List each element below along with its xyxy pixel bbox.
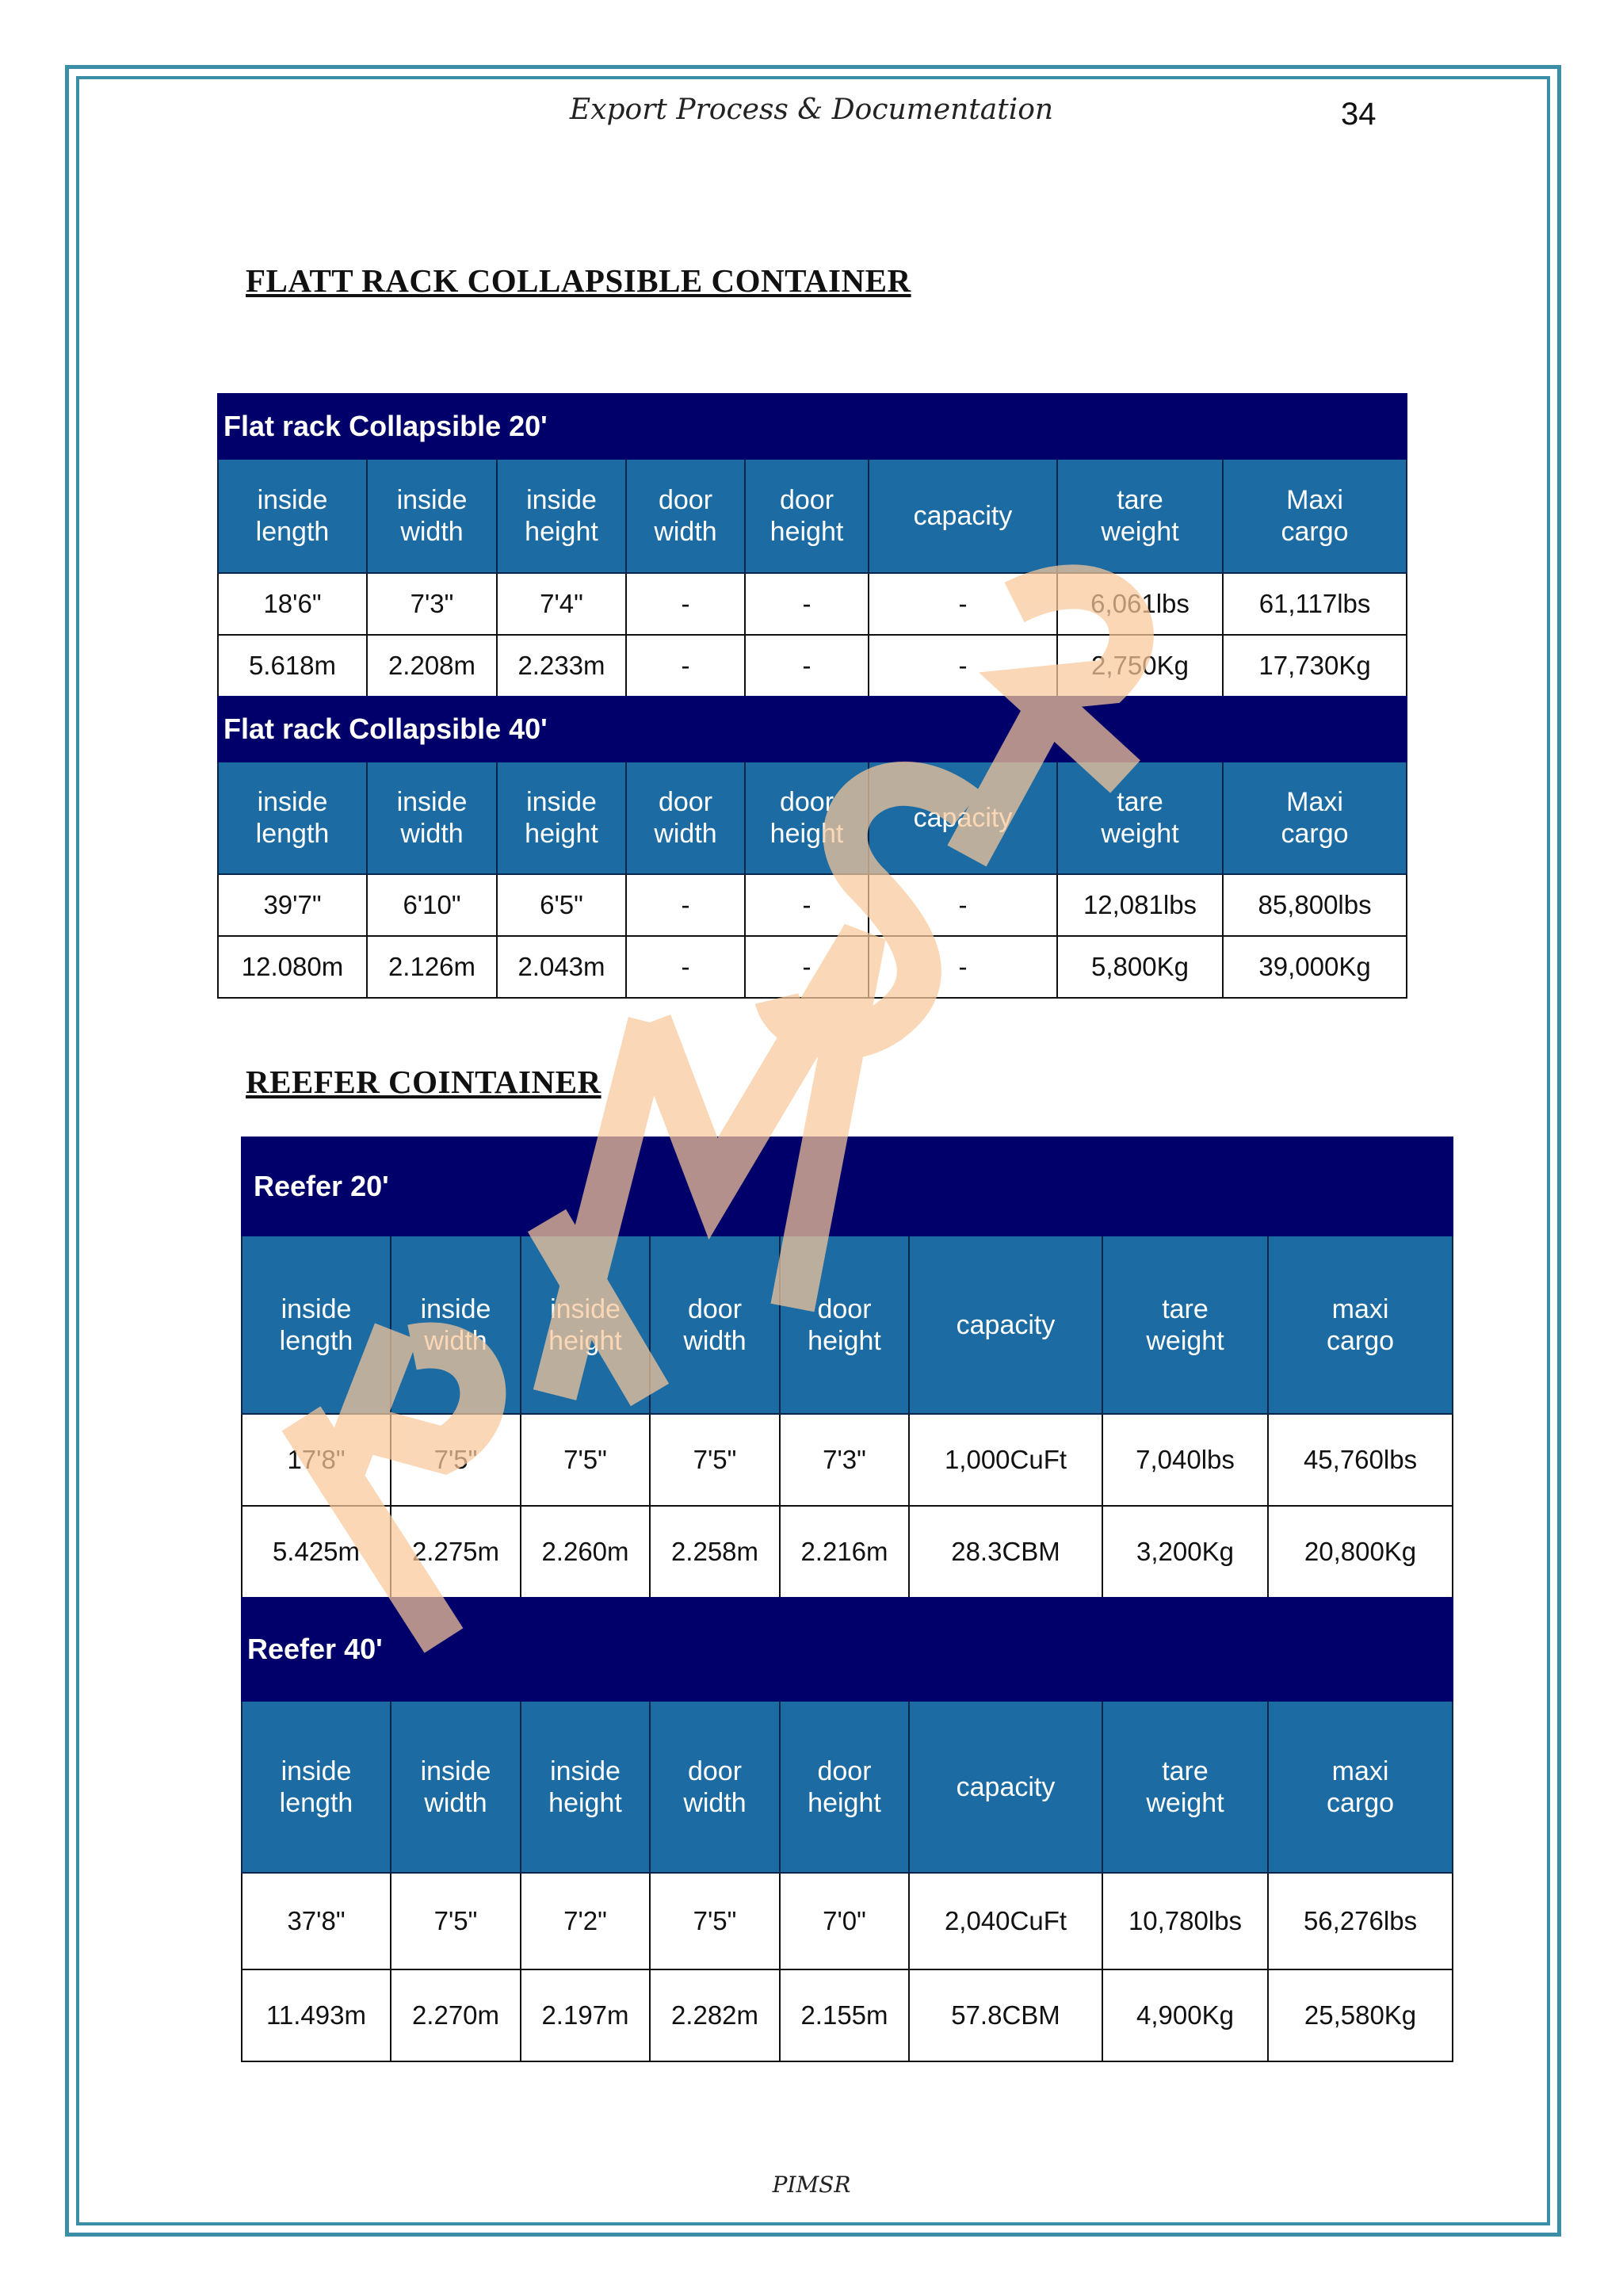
table-cell: -: [626, 635, 745, 697]
table-cell: -: [745, 936, 869, 998]
column-header: inside width: [367, 762, 497, 874]
table-row: [242, 1414, 1453, 1506]
table-cell: 10,780lbs: [1102, 1873, 1268, 1969]
table-cell: 7,040lbs: [1102, 1414, 1268, 1506]
table-cell: 7'2": [521, 1873, 650, 1969]
table-row: [242, 1506, 1453, 1598]
table-cell: 12,081lbs: [1057, 874, 1223, 936]
table-cell: 7'5": [391, 1414, 521, 1506]
table-cell: -: [626, 874, 745, 936]
column-header: tare weight: [1057, 762, 1223, 874]
column-header: inside width: [391, 1701, 521, 1873]
column-header: tare weight: [1102, 1236, 1268, 1414]
table-cell: 4,900Kg: [1102, 1969, 1268, 2061]
table-cell: 20,800Kg: [1268, 1506, 1453, 1598]
table-cell: 39'7": [218, 874, 367, 936]
table-cell: 5,800Kg: [1057, 936, 1223, 998]
page-number: 34: [1341, 97, 1377, 132]
table-cell: 28.3CBM: [909, 1506, 1102, 1598]
column-header: inside length: [218, 459, 367, 573]
column-header: door width: [626, 762, 745, 874]
table-cell: 7'5": [391, 1873, 521, 1969]
table-title: Reefer 40': [242, 1598, 1453, 1701]
table-cell: 6'5": [497, 874, 626, 936]
column-header: inside width: [391, 1236, 521, 1414]
table-cell: 2.270m: [391, 1969, 521, 2061]
column-header: inside length: [242, 1236, 391, 1414]
table-cell: 2,750Kg: [1057, 635, 1223, 697]
table-cell: 2.216m: [780, 1506, 909, 1598]
table-cell: -: [626, 573, 745, 635]
table-cell: 7'5": [650, 1414, 780, 1506]
table-cell: 2.197m: [521, 1969, 650, 2061]
table-cell: 11.493m: [242, 1969, 391, 2061]
column-header: door width: [650, 1701, 780, 1873]
table-cell: 7'4": [497, 573, 626, 635]
column-header: inside length: [242, 1701, 391, 1873]
table-cell: 5.425m: [242, 1506, 391, 1598]
table-cell: 25,580Kg: [1268, 1969, 1453, 2061]
reefer-20-table: [241, 1137, 1453, 1599]
column-header: door width: [626, 459, 745, 573]
table-row: [218, 936, 1407, 998]
reefer-40-table: [241, 1597, 1453, 2062]
table-title: Flat rack Collapsible 40': [218, 697, 1407, 762]
table-cell: -: [869, 936, 1057, 998]
table-cell: -: [745, 635, 869, 697]
table-cell: 61,117lbs: [1223, 573, 1407, 635]
table-cell: 6'10": [367, 874, 497, 936]
table-cell: 56,276lbs: [1268, 1873, 1453, 1969]
table-cell: 85,800lbs: [1223, 874, 1407, 936]
flat-rack-20-table: [217, 393, 1407, 697]
table-cell: 2.043m: [497, 936, 626, 998]
column-header: maxi cargo: [1268, 1701, 1453, 1873]
table-cell: 17'8": [242, 1414, 391, 1506]
column-header: door width: [650, 1236, 780, 1414]
column-header: door height: [745, 762, 869, 874]
table-row: [218, 573, 1407, 635]
column-header: Maxi cargo: [1223, 459, 1407, 573]
table-cell: 39,000Kg: [1223, 936, 1407, 998]
table-cell: 7'0": [780, 1873, 909, 1969]
table-cell: -: [745, 874, 869, 936]
page-footer: PIMSR: [772, 2172, 851, 2198]
table-cell: 2.155m: [780, 1969, 909, 2061]
column-header: tare weight: [1102, 1701, 1268, 1873]
table-cell: -: [745, 573, 869, 635]
table-cell: -: [869, 635, 1057, 697]
column-header: door height: [780, 1701, 909, 1873]
table-cell: 2.282m: [650, 1969, 780, 2061]
column-header: inside height: [521, 1701, 650, 1873]
table-cell: 37'8": [242, 1873, 391, 1969]
table-row: [218, 874, 1407, 936]
column-header: tare weight: [1057, 459, 1223, 573]
running-header: Export Process & Documentation: [569, 94, 1054, 126]
column-header: inside height: [497, 762, 626, 874]
table-cell: 12.080m: [218, 936, 367, 998]
column-header: inside height: [497, 459, 626, 573]
table-cell: -: [626, 936, 745, 998]
table-cell: 2.233m: [497, 635, 626, 697]
column-header: capacity: [869, 459, 1057, 573]
table-title: Reefer 20': [242, 1137, 1453, 1236]
table-cell: 45,760lbs: [1268, 1414, 1453, 1506]
table-cell: 5.618m: [218, 635, 367, 697]
table-cell: 2,040CuFt: [909, 1873, 1102, 1969]
flat-rack-40-table: [217, 696, 1407, 999]
table-cell: -: [869, 573, 1057, 635]
flat-rack-section-heading: FLATT RACK COLLAPSIBLE CONTAINER: [246, 262, 911, 299]
table-cell: 2.126m: [367, 936, 497, 998]
column-header: capacity: [909, 1701, 1102, 1873]
column-header: door height: [780, 1236, 909, 1414]
column-header: inside length: [218, 762, 367, 874]
column-header: capacity: [909, 1236, 1102, 1414]
table-cell: 7'3": [367, 573, 497, 635]
reefer-section-heading: REEFER COINTAINER: [246, 1064, 601, 1100]
table-cell: 2.260m: [521, 1506, 650, 1598]
column-header: capacity: [869, 762, 1057, 874]
table-row: [242, 1969, 1453, 2061]
table-cell: 57.8CBM: [909, 1969, 1102, 2061]
table-cell: 3,200Kg: [1102, 1506, 1268, 1598]
column-header: door height: [745, 459, 869, 573]
column-header: inside height: [521, 1236, 650, 1414]
table-row: [242, 1873, 1453, 1969]
table-cell: 2.208m: [367, 635, 497, 697]
table-cell: 18'6": [218, 573, 367, 635]
column-header: maxi cargo: [1268, 1236, 1453, 1414]
table-cell: -: [869, 874, 1057, 936]
table-cell: 6,061lbs: [1057, 573, 1223, 635]
column-header: Maxi cargo: [1223, 762, 1407, 874]
table-cell: 17,730Kg: [1223, 635, 1407, 697]
table-cell: 2.275m: [391, 1506, 521, 1598]
table-cell: 7'5": [521, 1414, 650, 1506]
table-cell: 2.258m: [650, 1506, 780, 1598]
table-cell: 1,000CuFt: [909, 1414, 1102, 1506]
table-cell: 7'3": [780, 1414, 909, 1506]
table-row: [218, 635, 1407, 697]
table-title: Flat rack Collapsible 20': [218, 394, 1407, 459]
column-header: inside width: [367, 459, 497, 573]
table-cell: 7'5": [650, 1873, 780, 1969]
